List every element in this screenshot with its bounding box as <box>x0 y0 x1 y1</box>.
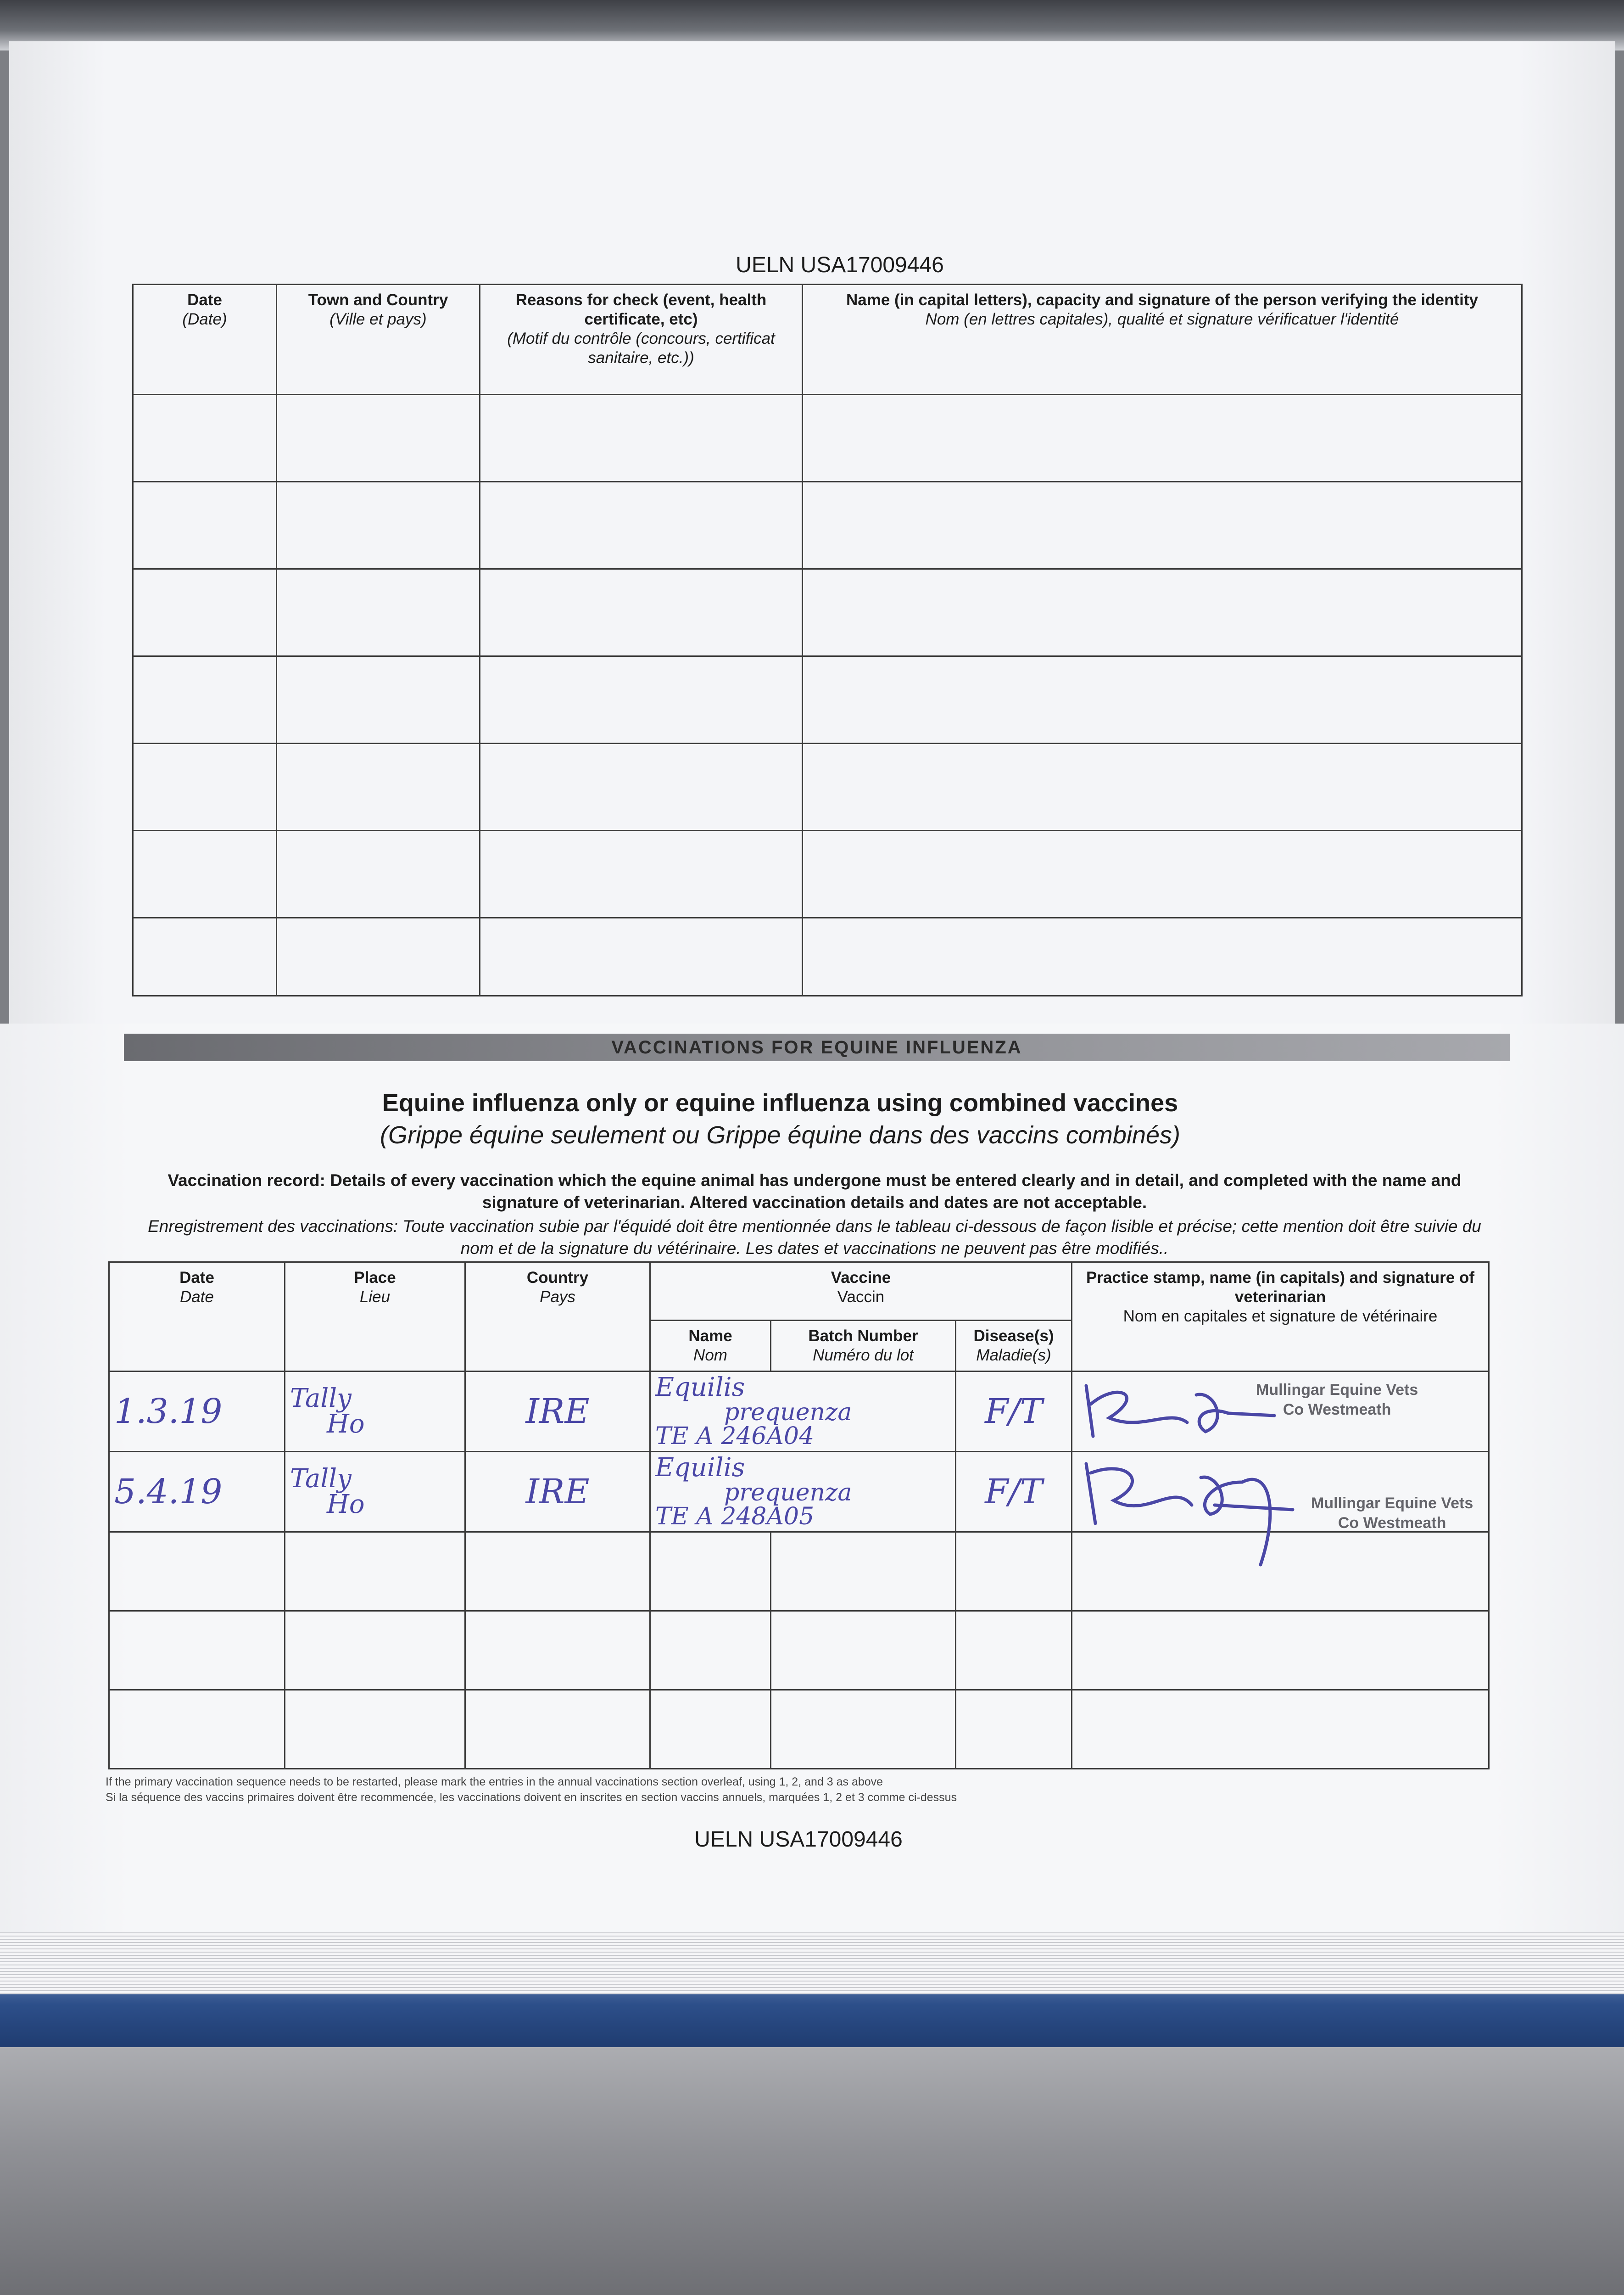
vacc-batch: TE A 248A05 <box>655 1503 815 1530</box>
vaccination-table <box>108 1261 1490 1769</box>
check-row <box>133 744 1522 831</box>
vacc-stamp-cell <box>1072 1452 1489 1532</box>
header-date: Date (Date) <box>133 285 277 395</box>
vacc-country-cell <box>465 1452 650 1532</box>
vaccination-subtitle: (Grippe équine seulement ou Grippe équine dans des vaccins combinés) <box>379 1121 1180 1149</box>
vacc-place-line1: Tally <box>290 1383 352 1413</box>
vacc-name-line2: prequenza <box>724 1479 852 1506</box>
header-country: Country Pays <box>465 1262 650 1371</box>
vaccinations-banner: VACCINATIONS FOR EQUINE INFLUENZA <box>124 1034 1510 1061</box>
identity-checks-table <box>132 284 1523 996</box>
vacc-country: IRE <box>525 1392 590 1431</box>
header-verifier: Name (in capital letters), capacity and signature of the person verifying the identity Nom (en lettres capitales), qualité et signature vérificatuer l'identité <box>803 285 1522 395</box>
vaccination-row <box>109 1371 1489 1452</box>
practice-stamp: Mullingar Equine Vets Co Westmeath <box>1256 1381 1418 1418</box>
ueln-top: UELN USA17009446 <box>736 253 944 277</box>
header-town-country: Town and Country (Ville et pays) <box>277 285 480 395</box>
vacc-date: 1.3.19 <box>114 1392 223 1431</box>
header-place: Place Lieu <box>285 1262 465 1371</box>
vacc-place-line1: Tally <box>290 1464 352 1494</box>
vacc-batch: TE A 246A04 <box>655 1422 815 1450</box>
header-reasons: Reasons for check (event, health certificate, etc) (Motif du contrôle (concours, certificat sanitaire, etc.)) <box>480 285 803 395</box>
vacc-place-cell <box>285 1371 465 1452</box>
vacc-place-line2: Ho <box>327 1489 365 1519</box>
scanner-background <box>0 2010 1624 2295</box>
identity-checks-page <box>9 41 1615 1033</box>
vacc-country-cell <box>465 1371 650 1452</box>
vacc-name-batch-cell <box>650 1371 956 1452</box>
vacc-name-batch-cell <box>650 1452 956 1532</box>
header-practice-stamp: Practice stamp, name (in capitals) and signature of veterinarian Nom en capitales et signature de vétérinaire <box>1072 1262 1489 1371</box>
check-row <box>133 395 1522 482</box>
vacc-country: IRE <box>525 1472 590 1511</box>
vacc-name-line1: Equilis <box>655 1372 745 1402</box>
record-instructions-en: Vaccination record: Details of every vaccination which the equine animal has undergone must be entered clearly and in detail, and completed with the name and signature of veterinarian. Altered vaccination details and dates are not acceptable. <box>167 1171 1462 1212</box>
page-edges <box>0 1930 1624 1994</box>
vacc-place-cell <box>285 1452 465 1532</box>
vacc-stamp-cell <box>1072 1371 1489 1452</box>
vaccination-row <box>109 1611 1489 1690</box>
vacc-disease-cell <box>956 1371 1072 1452</box>
header-batch-number: Batch Number Numéro du lot <box>771 1321 956 1371</box>
vaccination-title: Equine influenza only or equine influenza using combined vaccines <box>382 1089 1178 1117</box>
check-row <box>133 918 1522 996</box>
practice-stamp: Mullingar Equine Vets Co Westmeath <box>1311 1495 1473 1532</box>
vacc-date-cell <box>109 1371 285 1452</box>
vacc-header-row-1 <box>109 1262 1489 1321</box>
vacc-name-line1: Equilis <box>655 1453 745 1483</box>
vaccination-row <box>109 1452 1489 1532</box>
header-date: Date Date <box>109 1262 285 1371</box>
vacc-place-line2: Ho <box>327 1409 365 1439</box>
vacc-disease: F/T <box>985 1472 1043 1511</box>
vaccination-row <box>109 1690 1489 1769</box>
vacc-disease-cell <box>956 1452 1072 1532</box>
ueln-bottom: UELN USA17009446 <box>694 1827 903 1852</box>
vacc-date-cell <box>109 1452 285 1532</box>
footnote-fr: Si la séquence des vaccins primaires doivent être recommencée, les vaccinations doivent en inscrites en section vaccins annuels, marquées 1, 2 et 3 comme ci-dessus <box>106 1791 957 1804</box>
check-row <box>133 569 1522 656</box>
header-vaccine-name: Name Nom <box>650 1321 771 1371</box>
record-instructions-fr: Enregistrement des vaccinations: Toute vaccination subie par l'équidé doit être mentionnée dans le tableau ci-dessous de façon lisible et précise; cette mention doit être suivie du nom et de la signature du vétérinaire. Les dates et vaccinations ne peuvent pas être modifiés.. <box>148 1217 1481 1258</box>
vacc-date: 5.4.19 <box>114 1472 223 1511</box>
check-row <box>133 656 1522 744</box>
check-row <box>133 482 1522 569</box>
footnote-en: If the primary vaccination sequence needs to be restarted, please mark the entries in the annual vaccinations section overleaf, using 1, 2, and 3 as above <box>106 1775 883 1788</box>
header-vaccine: Vaccine Vaccin <box>650 1262 1072 1321</box>
header-disease: Disease(s) Maladie(s) <box>956 1321 1072 1371</box>
vacc-name-line2: prequenza <box>724 1399 852 1426</box>
vacc-disease: F/T <box>985 1392 1043 1431</box>
check-row <box>133 831 1522 918</box>
vet-signature <box>1077 1455 1334 1569</box>
check-table-header-row <box>133 285 1522 395</box>
